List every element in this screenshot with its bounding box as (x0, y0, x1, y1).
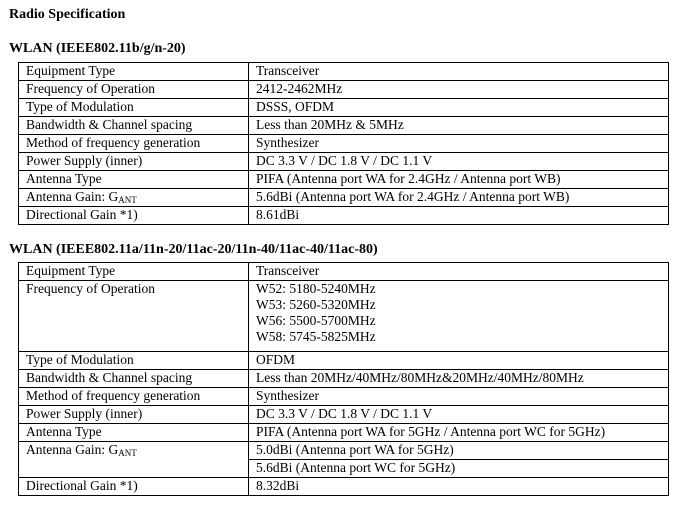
table-row (19, 478, 669, 496)
table-row (19, 207, 669, 225)
row-value: 8.61dBi (249, 207, 669, 225)
row-value: 5.0dBi (Antenna port WA for 5GHz) (249, 442, 669, 460)
row-value: 8.32dBi (249, 478, 669, 496)
table-row (19, 281, 669, 352)
row-value: OFDM (249, 352, 669, 370)
table-row (19, 117, 669, 135)
section-title-wlan-2g: WLAN (IEEE802.11b/g/n-20) (9, 41, 186, 56)
row-value: Transceiver (249, 263, 669, 281)
row-value: Less than 20MHz & 5MHz (249, 117, 669, 135)
frequency-band: W56: 5500-5700MHz (256, 313, 376, 328)
row-value: 5.6dBi (Antenna port WA for 2.4GHz / Antenna port WB) (249, 189, 669, 207)
antenna-gain-label: Antenna Gain: G (26, 442, 119, 457)
frequency-band: W53: 5260-5320MHz (256, 297, 376, 312)
table-row (19, 99, 669, 117)
row-label: Directional Gain *1) (19, 207, 249, 225)
row-label: Type of Modulation (19, 99, 249, 117)
row-label: Method of frequency generation (19, 135, 249, 153)
table-row (19, 388, 669, 406)
antenna-gain-label: Antenna Gain: G (26, 189, 119, 204)
frequency-band: W52: 5180-5240MHz (256, 281, 376, 296)
row-value: PIFA (Antenna port WA for 5GHz / Antenna port WC for 5GHz) (249, 424, 669, 442)
row-label: Bandwidth & Channel spacing (19, 117, 249, 135)
row-label: Equipment Type (19, 263, 249, 281)
row-label: Frequency of Operation (19, 281, 249, 352)
antenna-gain-subscript: ANT (118, 195, 137, 205)
table-row (19, 135, 669, 153)
spec-table-wlan-2g (18, 62, 669, 225)
row-label: Equipment Type (19, 63, 249, 81)
page-title: Radio Specification (9, 7, 126, 22)
row-value: PIFA (Antenna port WA for 2.4GHz / Antenna port WB) (249, 171, 669, 189)
table-row (19, 263, 669, 281)
row-value: DSSS, OFDM (249, 99, 669, 117)
row-label: Power Supply (inner) (19, 153, 249, 171)
row-value: Synthesizer (249, 135, 669, 153)
table-row (19, 81, 669, 99)
table-row (19, 171, 669, 189)
row-label (19, 442, 249, 478)
table-row (19, 63, 669, 81)
row-label: Method of frequency generation (19, 388, 249, 406)
table-row (19, 424, 669, 442)
table-row (19, 406, 669, 424)
row-label: Antenna Type (19, 424, 249, 442)
row-label: Antenna Type (19, 171, 249, 189)
row-value: Transceiver (249, 63, 669, 81)
row-label (19, 189, 249, 207)
frequency-band: W58: 5745-5825MHz (256, 329, 376, 344)
row-value: 5.6dBi (Antenna port WC for 5GHz) (249, 460, 669, 478)
row-label: Type of Modulation (19, 352, 249, 370)
row-label: Power Supply (inner) (19, 406, 249, 424)
row-label: Directional Gain *1) (19, 478, 249, 496)
table-row (19, 189, 669, 207)
table-row (19, 370, 669, 388)
table-row (19, 352, 669, 370)
table-row (19, 442, 669, 460)
section-title-wlan-5g: WLAN (IEEE802.11a/11n-20/11ac-20/11n-40/11ac-40/11ac-80) (9, 242, 378, 257)
row-label: Bandwidth & Channel spacing (19, 370, 249, 388)
antenna-gain-subscript: ANT (118, 448, 137, 458)
spec-table-wlan-5g (18, 262, 669, 496)
row-label: Frequency of Operation (19, 81, 249, 99)
row-value: 2412-2462MHz (249, 81, 669, 99)
row-value: Synthesizer (249, 388, 669, 406)
row-value (249, 281, 669, 352)
row-value: Less than 20MHz/40MHz/80MHz&20MHz/40MHz/80MHz (249, 370, 669, 388)
table-row (19, 153, 669, 171)
row-value: DC 3.3 V / DC 1.8 V / DC 1.1 V (249, 406, 669, 424)
row-value: DC 3.3 V / DC 1.8 V / DC 1.1 V (249, 153, 669, 171)
